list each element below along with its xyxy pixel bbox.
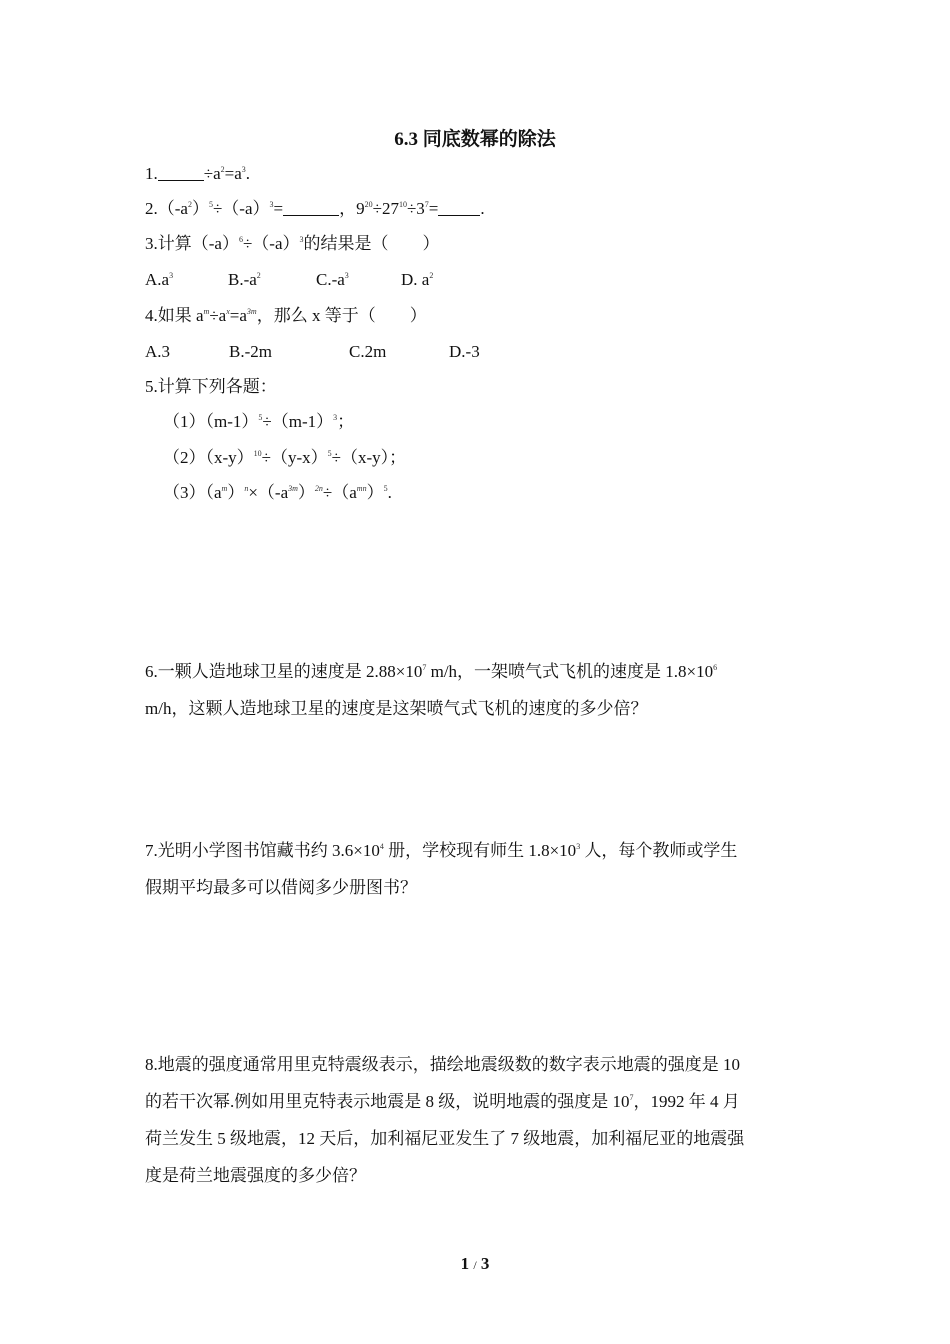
q5-sub-2: $(2)(x-y)^{10}\div(y-x)^5\div(x-y)$； — [163, 448, 407, 467]
page-separator: / — [473, 1258, 477, 1272]
q2-answer-blank-2 — [438, 199, 480, 216]
q2-answer-blank-1 — [283, 199, 339, 216]
q4-exponent: x — [226, 307, 230, 316]
q5-sub-3: $(3)(a^m)^n\times(-a^{3m})^{2n}\div(a^{mn})^5$. — [163, 483, 392, 502]
q1-number: 1. — [145, 164, 158, 183]
q4-option-d: D.-3 — [449, 342, 480, 361]
q2-exponent: 5 — [208, 200, 213, 209]
q4-exponent: 3m — [246, 307, 257, 316]
q1-text: . — [245, 164, 251, 183]
q3-text: 3.计算（-a） — [145, 234, 239, 253]
question-8: 8.地震的强度通常用里克特震级表示，描绘地震级数的数字表示地震的强度是 10 的若干次幂.例如用里克特表示地震是 8 级，说明地震的强度是 $10^7$，1992 年 4 月 荷兰发生 5 级地震，12 天后，加利福尼亚发生了 7 级地震，加利福尼亚的地震强 度是荷兰地震强度的多少倍？ — [145, 1055, 745, 1185]
q4-text: ÷a — [209, 306, 227, 325]
q2-text: = — [273, 199, 284, 218]
q2-text: 2.（-a — [145, 199, 188, 218]
q4-text: =a — [229, 306, 247, 325]
question-6: 6.一颗人造地球卫星的速度是 $2.88\times 10^7$ m/h，一架喷气式飞机的速度是 $1.8\times 10^6$ m/h，这颗人造地球卫星的速度是这架喷气式飞机的速度的多少倍？ — [145, 662, 718, 718]
q5-sub-1: $(1)(m-1)^5\div(m-1)^3$； — [163, 412, 355, 431]
question-5: 5.计算下列各题： — [145, 377, 277, 396]
q2-text: ÷（-a） — [212, 199, 270, 218]
q2-exponent: 10 — [398, 200, 407, 209]
q3-text: ÷（-a） — [242, 234, 300, 253]
q1-text: ÷a — [203, 164, 221, 183]
q4-option-a: A.3 — [145, 342, 171, 361]
q3-text: 的结果是（ ） — [303, 234, 440, 253]
q2-text: ÷27 — [372, 199, 399, 218]
question-2 — [145, 198, 485, 220]
q2-exponent: 3 — [269, 200, 274, 209]
q4-exponent: m — [203, 307, 210, 316]
q4-text: ，那么 x 等于（ ） — [256, 306, 427, 325]
q3-exponent: 6 — [238, 235, 243, 244]
q2-exponent: 20 — [364, 200, 373, 209]
q2-exponent: 7 — [424, 200, 429, 209]
q1-exponent: 3 — [241, 165, 246, 174]
q1-answer-blank — [158, 164, 204, 181]
q3-option-d: D. $a^2$ — [401, 270, 434, 289]
current-page: 1 — [460, 1254, 470, 1273]
q2-text: = — [428, 199, 439, 218]
total-pages: 3 — [480, 1254, 490, 1273]
page-number — [0, 1254, 950, 1274]
q1-text: =a — [224, 164, 242, 183]
q4-option-b: B.-2m — [229, 342, 272, 361]
q3-exponent: 3 — [299, 235, 304, 244]
q2-text: ÷3 — [406, 199, 425, 218]
page-title: 6.3 同底数幂的除法 — [394, 129, 556, 150]
question-7: 7.光明小学图书馆藏书约 $3.6\times 10^4$ 册，学校现有师生 $1.8\times 10^3$ 人，每个教师或学生 假期平均最多可以借阅多少册图书？ — [145, 841, 738, 897]
q3-option-c: $C.-a^3$ — [316, 270, 349, 289]
q2-exponent: 2 — [187, 200, 192, 209]
q2-text: ，9 — [339, 199, 365, 218]
question-4 — [145, 305, 427, 327]
q4-option-c: C.2m — [349, 342, 387, 361]
q2-text: ） — [191, 199, 209, 218]
q2-text: . — [480, 199, 485, 218]
question-3 — [145, 233, 440, 255]
question-1 — [145, 163, 250, 185]
q3-option-a: $A.a^3$ — [145, 270, 174, 289]
q3-option-b: $B.-a^2$ — [228, 270, 261, 289]
q1-exponent: 2 — [220, 165, 225, 174]
q4-text: 4.如果 a — [145, 306, 204, 325]
